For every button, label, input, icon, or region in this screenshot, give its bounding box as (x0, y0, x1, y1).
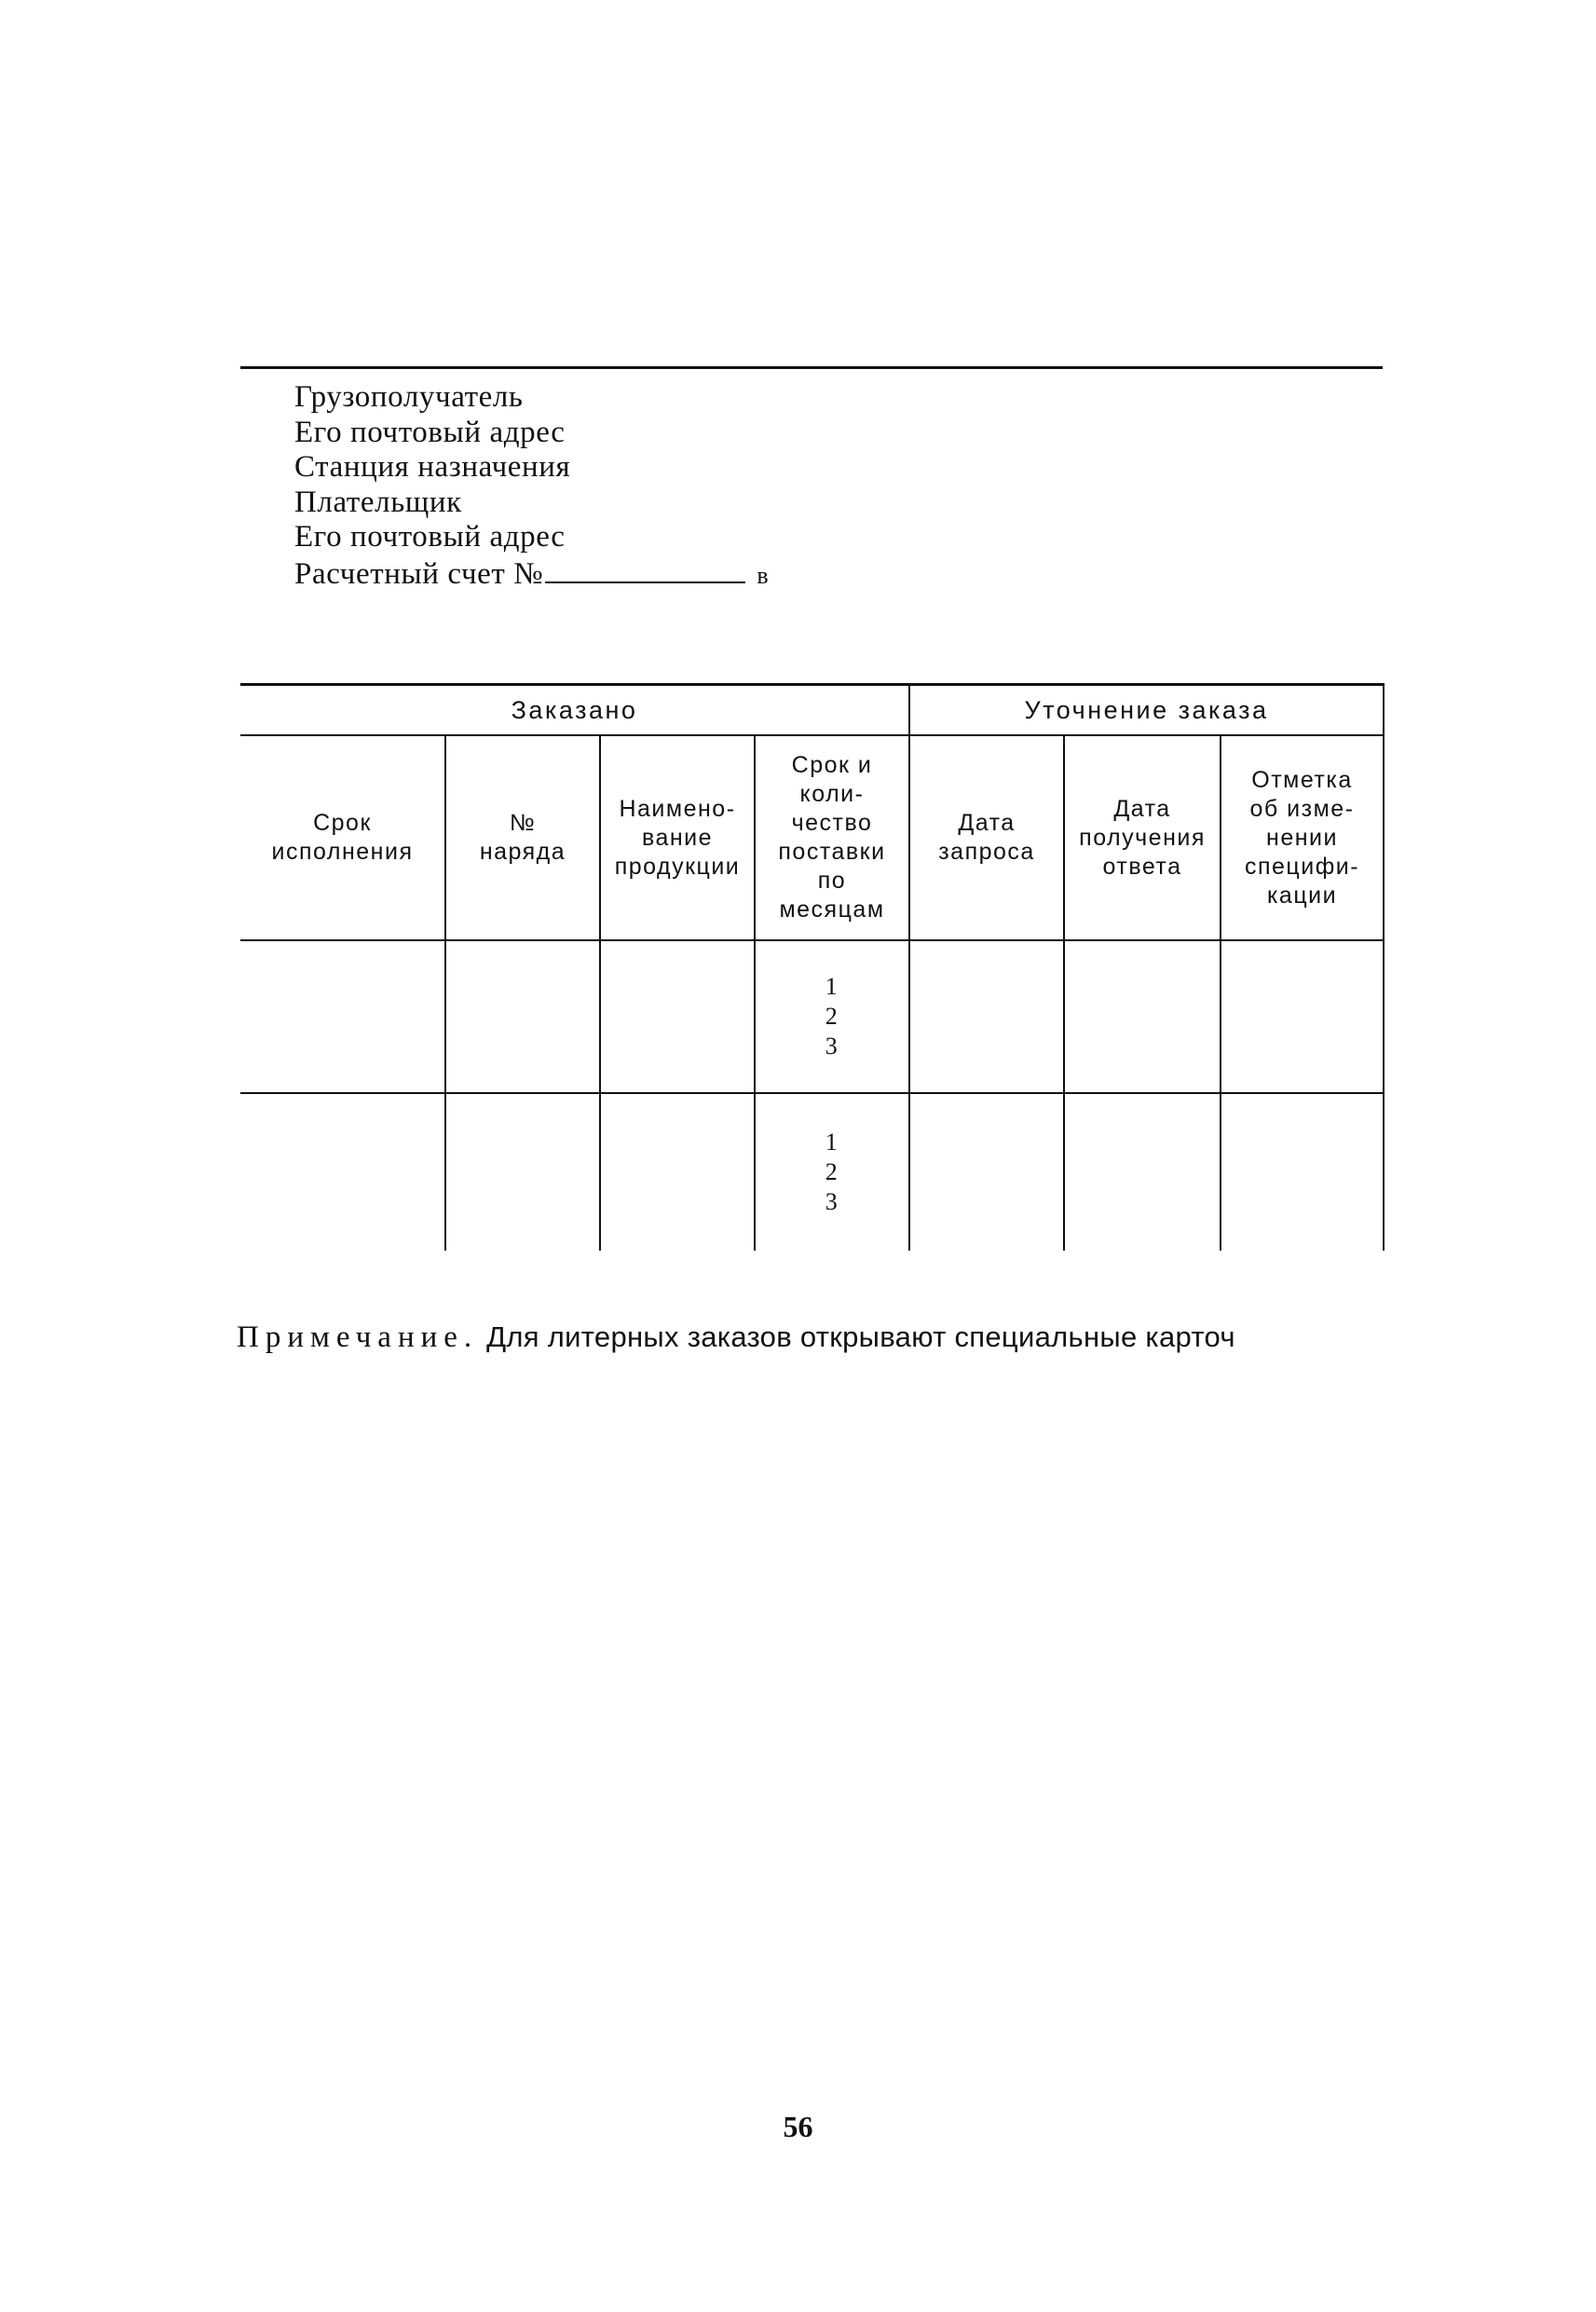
spec-change-header-text: Отметка об изме-нении специфи-кации (1244, 766, 1360, 909)
order-number-column-header (445, 735, 600, 940)
reply-date-header-text: Дата получения ответа (1079, 795, 1206, 880)
address-block (294, 380, 769, 593)
reply-date-column-header (1064, 735, 1221, 940)
term-cell[interactable] (240, 1093, 445, 1251)
payer-line: Плательщик (294, 485, 462, 519)
month-mark: 2 (825, 1003, 839, 1030)
delivery-column-header (755, 735, 909, 940)
account-line (294, 555, 769, 594)
group-header-row (240, 685, 1384, 736)
table-row (240, 1093, 1384, 1251)
spec-change-cell[interactable] (1221, 940, 1384, 1093)
delivery-months-cell[interactable] (755, 940, 909, 1093)
product-header-text: Наимено-вание продукции (614, 795, 741, 880)
reply-date-cell[interactable] (1064, 1093, 1221, 1251)
delivery-months-cell[interactable] (755, 1093, 909, 1251)
ordered-group-header: Заказано (240, 685, 909, 736)
payer-postal-address-line: Его почтовый адрес (294, 520, 566, 554)
order-number-cell[interactable] (445, 1093, 600, 1251)
delivery-header-text: Срок и коли-чество поставки по месяцам (778, 752, 886, 923)
request-date-column-header (909, 735, 1064, 940)
account-label: Расчетный счет № (294, 556, 544, 591)
order-number-cell[interactable] (445, 940, 600, 1093)
month-mark: 3 (825, 1188, 839, 1215)
column-header-row (240, 735, 1384, 940)
account-number-blank[interactable] (545, 555, 745, 583)
account-suffix: в (757, 561, 770, 589)
product-cell[interactable] (600, 1093, 755, 1251)
month-mark: 2 (825, 1158, 839, 1185)
term-header-text: Срок исполнения (271, 810, 414, 865)
footnote-label: Примечание. (237, 1320, 479, 1354)
destination-station-line: Станция назначения (294, 450, 571, 484)
product-column-header (600, 735, 755, 940)
request-date-cell[interactable] (909, 1093, 1064, 1251)
footnote (237, 1320, 1235, 1355)
term-cell[interactable] (240, 940, 445, 1093)
term-column-header (240, 735, 445, 940)
reply-date-cell[interactable] (1064, 940, 1221, 1093)
product-cell[interactable] (600, 940, 755, 1093)
consignee-postal-address-line: Его почтовый адрес (294, 415, 566, 449)
order-number-header-text: № наряда (479, 810, 566, 865)
request-date-header-text: Дата запроса (938, 810, 1035, 865)
request-date-cell[interactable] (909, 940, 1064, 1093)
month-mark: 1 (825, 1129, 839, 1156)
order-table (240, 683, 1385, 1251)
consignee-line: Грузополучатель (294, 380, 524, 414)
spec-change-column-header (1221, 735, 1384, 940)
page-number: 56 (783, 2110, 813, 2143)
month-mark: 3 (825, 1033, 839, 1060)
table-row (240, 940, 1384, 1093)
top-rule (240, 366, 1383, 369)
spec-change-cell[interactable] (1221, 1093, 1384, 1251)
month-mark: 1 (825, 973, 839, 1000)
refinement-group-header: Уточнение заказа (909, 685, 1384, 736)
footnote-text: Для литерных заказов открывают специальные карточ (486, 1320, 1235, 1353)
